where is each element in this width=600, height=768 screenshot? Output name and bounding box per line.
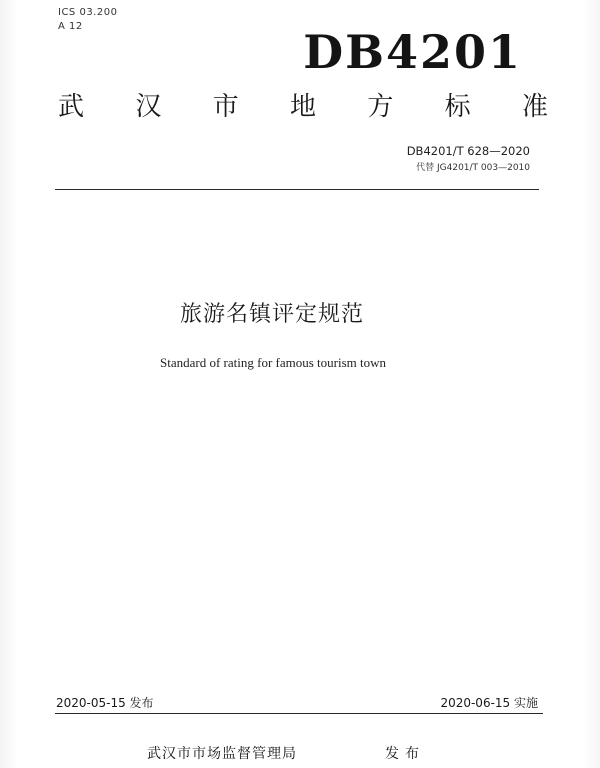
issue-date: 2020-05-15 发布 (56, 696, 154, 710)
standard-title-char: 市 (212, 92, 239, 122)
implementation-date: 2020-06-15 实施 (440, 696, 538, 710)
standard-title-char: 标 (444, 92, 471, 122)
document-title-zh: 旅游名镇评定规范 (180, 302, 365, 327)
document-title-en: Standard of rating for famous tourism town (160, 355, 387, 370)
publisher-name: 武汉市市场监督管理局 (147, 746, 297, 762)
standard-title-char: 地 (289, 92, 316, 122)
publish-label: 发布 (385, 746, 425, 762)
replaces-standard: 代替 JG4201/T 003—2010 (416, 163, 530, 173)
classification-block (58, 6, 117, 34)
standard-title-char: 汉 (135, 92, 162, 122)
header-divider (55, 189, 539, 190)
ics-code: ICS 03.200 (58, 7, 118, 18)
standard-title-char: 准 (521, 92, 548, 122)
standard-number: DB4201/T 628—2020 (406, 144, 530, 158)
standard-type-title (58, 90, 548, 124)
ccs-code: A 12 (58, 21, 83, 32)
standard-title-char: 方 (367, 92, 394, 122)
footer-divider (55, 713, 543, 714)
standard-title-char: 武 (58, 92, 85, 122)
db-code: DB4201 (303, 25, 522, 79)
